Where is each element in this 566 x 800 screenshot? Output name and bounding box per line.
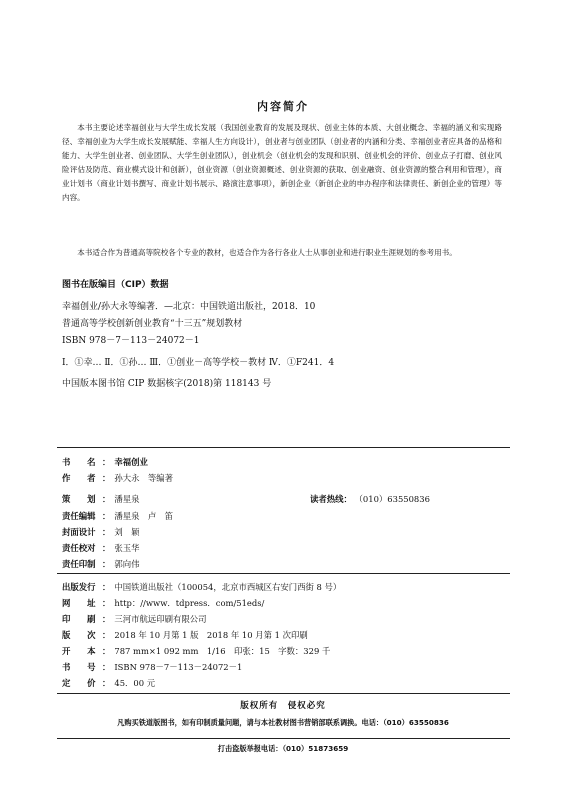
pub-printer: 印 刷 ： 三河市航远印刷有限公司	[62, 614, 207, 624]
piracy-report: 打击盗版举报电话：（010）51873659	[217, 744, 349, 753]
summary-title: 内容简介	[257, 100, 309, 113]
credit-reader-hotline: 读者热线： （010）63550836	[310, 494, 430, 504]
divider-lower	[57, 693, 510, 694]
cip-heading: 图书在版编目（CIP）数据	[62, 280, 169, 290]
credit-planner: 策 划 ： 潘星泉	[62, 494, 140, 504]
credit-proofreader: 责任校对 ： 张玉华	[62, 543, 140, 553]
divider-bottom	[57, 738, 510, 739]
rights-statement: 版权所有 侵权必究	[240, 701, 326, 711]
credit-author: 作 者 ： 孙大永 等编著	[62, 473, 173, 483]
pub-website: 网 址 ： http：//www．tdpress．com/51eds/	[62, 598, 265, 608]
pub-edition: 版 次 ： 2018 年 10 月第 1 版 2018 年 10 月第 1 次印刷	[62, 630, 308, 640]
cip-line-isbn: ISBN 978－7－113－24072－1	[62, 336, 200, 346]
credit-editor: 责任编辑 ： 潘星泉 卢 笛	[62, 511, 173, 521]
pub-price: 定 价 ： 45．00 元	[62, 678, 156, 688]
divider-middle	[57, 573, 510, 574]
credit-cover-design: 封面设计 ： 刘 颖	[62, 527, 140, 537]
divider-top	[57, 447, 510, 448]
cip-line-record: 中国版本图书馆 CIP 数据核字(2018)第 118143 号	[62, 379, 272, 389]
pub-isbn: 书 号 ： ISBN 978－7－113－24072－1	[62, 662, 243, 672]
summary-paragraph-1: 本书主要论述幸福创业与大学生成长发展（我国创业教育的发展及现状、创业主体的本质、大创业概念、幸福的涵义和实现路径、幸福创业为大学生成长发展赋能、幸福人生方向设计），创业者与创业团队（创业者的内涵和分类、幸福创业者应具备的品格和能力、大学生创业者、创业团队、大学生创业团队），创业机会（创业机会的发现和识别、创业机会的评价、创业点子打磨、创业风险评估及防范、商业模式设计和创新），创业资源（创业资源概述、创业资源的获取、创业融资、创业资源的整合利用和管理），商业计划书（商业计划书撰写、商业计划书展示、路演注意事项），新创企业（新创企业的申办程序和法律责任、新创企业的管理）等内容。	[62, 123, 502, 202]
credit-print-supervisor: 责任印制 ： 郭向伟	[62, 559, 140, 569]
quality-notice: 凡购买铁道版图书，如有印制质量问题，请与本社教材图书营销部联系调换。电话：（010）63550836	[117, 718, 449, 727]
pub-format: 开 本 ： 787 mm×1 092 mm 1/16 印张：15 字数：329 千	[62, 646, 331, 656]
cip-line-classification: Ⅰ．①幸… Ⅱ．①孙… Ⅲ．①创业－高等学校－教材 Ⅳ．①F241．4	[62, 358, 335, 368]
cip-line-title: 幸福创业/孙大永等编著．—北京：中国铁道出版社，2018．10	[62, 302, 316, 312]
summary-paragraph-2: 本书适合作为普通高等院校各个专业的教材，也适合作为各行各业人士从事创业和进行职业生涯规划的参考用书。	[77, 248, 457, 257]
pub-publisher: 出版发行 ： 中国铁道出版社（100054，北京市西城区右安门西街 8 号）	[62, 582, 342, 592]
credit-book-name: 书 名 ： 幸福创业	[62, 457, 148, 467]
cip-line-series: 普通高等学校创新创业教育“十三五”规划教材	[62, 319, 243, 329]
